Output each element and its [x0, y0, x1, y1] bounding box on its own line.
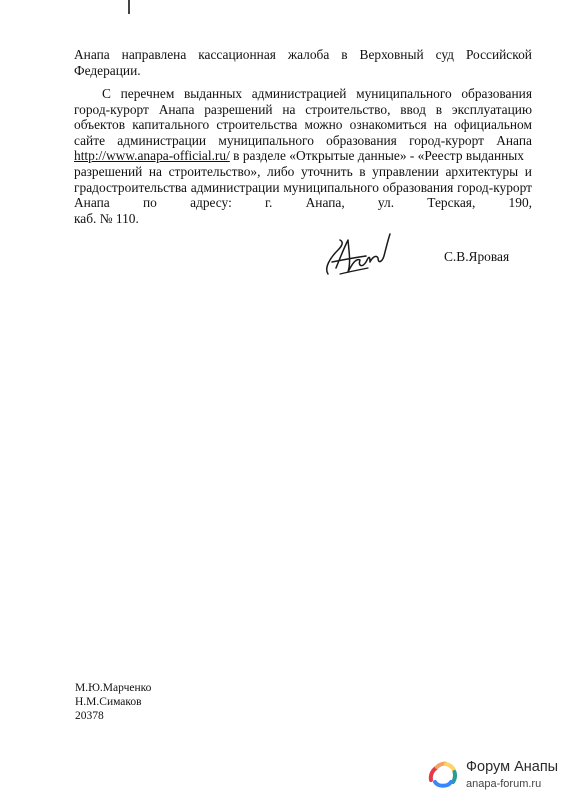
word: администрации	[190, 179, 280, 195]
word: муниципального	[283, 179, 379, 195]
text-line	[74, 117, 532, 133]
word: С	[102, 86, 111, 101]
word: город-курорт	[457, 179, 532, 195]
word: разрешений	[74, 163, 143, 179]
phone-extension: 20378	[75, 710, 104, 722]
word: Анапа	[158, 101, 195, 117]
text-line: Федерации.	[74, 62, 141, 78]
executor-name: М.Ю.Марченко	[75, 682, 152, 694]
word: ознакомиться	[349, 117, 427, 133]
word: по	[142, 195, 157, 211]
word: в	[341, 47, 348, 62]
word: либо	[267, 163, 295, 179]
word: администрацией	[251, 86, 347, 101]
word: объектов	[74, 117, 126, 133]
word: Анапа	[74, 47, 110, 62]
text-line: каб. № 110.	[74, 210, 139, 226]
word: ул.	[377, 195, 395, 211]
word: уточнить	[300, 163, 353, 179]
word: Анапа,	[305, 195, 345, 211]
word: капитального	[132, 117, 210, 133]
forum-watermark	[428, 756, 578, 796]
word: выданных	[183, 86, 243, 101]
word: на	[433, 117, 447, 133]
word: управлении	[372, 163, 439, 179]
word: город-курорт	[74, 101, 149, 117]
forum-url: anapa-forum.ru	[466, 778, 542, 790]
word: муниципального	[356, 86, 452, 101]
text-fragment: в разделе «Открытые данные» - «Реестр выданных	[229, 148, 524, 164]
word: Анапа	[496, 132, 532, 148]
paragraph-permits	[74, 86, 532, 226]
text-line	[74, 86, 532, 102]
word: перечнем	[120, 86, 175, 101]
word: ввод	[400, 101, 426, 117]
word: город-курорт	[409, 132, 484, 148]
forum-title: Форум Анапы	[466, 759, 559, 775]
text-line	[74, 133, 532, 149]
word: Терская,	[427, 195, 476, 211]
text-line	[74, 164, 532, 180]
scan-artifact	[128, 0, 130, 14]
word: направлена	[121, 47, 187, 62]
word: образования	[382, 179, 454, 195]
paragraph-appeal	[74, 47, 532, 78]
word: Анапа	[74, 195, 110, 211]
executor-name: Н.М.Симаков	[75, 696, 142, 708]
text-line	[74, 195, 532, 211]
executors-list	[75, 681, 151, 723]
word: в	[435, 101, 443, 117]
word: на	[282, 101, 296, 117]
word: и	[524, 163, 532, 179]
text-line	[74, 148, 532, 164]
word: образования	[461, 86, 532, 101]
word: адресу:	[190, 195, 232, 211]
signatory-name: С.В.Яровая	[444, 249, 510, 264]
word: строительства	[216, 117, 298, 133]
word: официальном	[454, 117, 532, 133]
word: образования	[326, 132, 397, 148]
word: Российской	[465, 47, 532, 62]
word: строительство,	[305, 101, 391, 117]
word: 190,	[508, 195, 532, 211]
handwritten-signature	[318, 228, 404, 284]
word: муниципального	[218, 132, 314, 148]
official-site-link[interactable]: http://www.anapa-official.ru/	[74, 148, 230, 164]
word: администрации	[117, 132, 207, 148]
word: строительство»,	[168, 163, 261, 179]
word: суд	[435, 47, 454, 62]
word: сайте	[74, 132, 106, 148]
word: в	[359, 163, 366, 179]
text-line	[74, 102, 532, 118]
word: градостроительства	[74, 179, 187, 195]
word: кассационная	[198, 47, 276, 62]
word: эксплуатацию	[451, 101, 532, 117]
word: архитектуры	[445, 163, 519, 179]
word: г.	[265, 195, 273, 211]
word: можно	[304, 117, 343, 133]
word: разрешений	[204, 101, 273, 117]
word: Верховный	[359, 47, 424, 62]
forum-logo-icon	[428, 760, 458, 790]
text-line	[74, 180, 532, 196]
word: на	[148, 163, 163, 179]
text-line	[74, 47, 532, 63]
word: жалоба	[287, 47, 330, 62]
